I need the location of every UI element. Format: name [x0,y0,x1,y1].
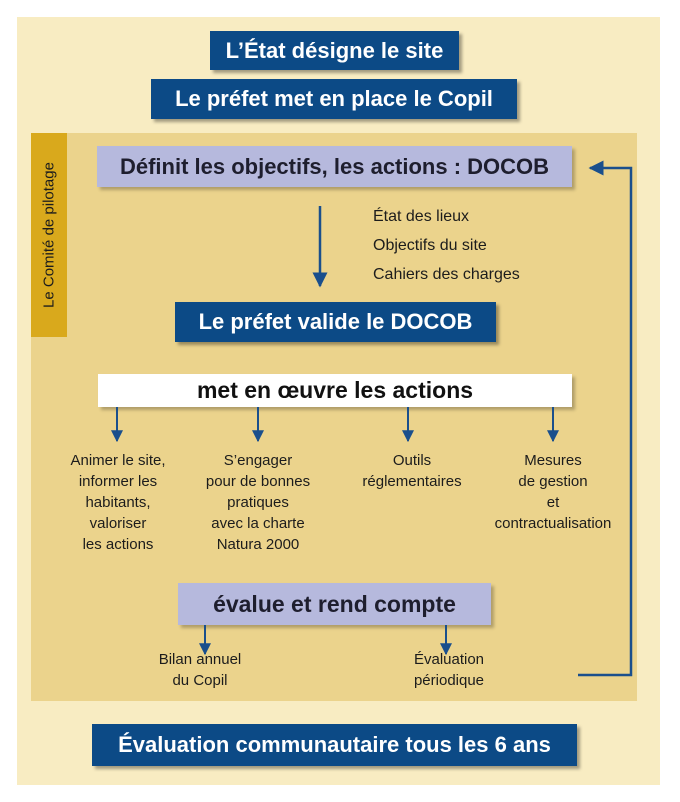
action-animer: Animer le site, informer les habitants, valoriser les actions [70,452,166,553]
arrow-feedback-loop [578,168,631,675]
box-prefet-copil: Le préfet met en place le Copil [151,79,517,119]
docob-item: État des lieux [373,208,470,225]
output-bilan: Bilan annuel du Copil [158,651,242,689]
output-evaluation-periodique: Évaluation périodique [413,651,485,689]
action-mesures: Mesures de gestion et contractualisation [494,452,612,532]
box-definit-docob: Définit les objectifs, les actions : DOCOB [97,146,572,187]
docob-item: Objectifs du site [373,237,487,254]
box-prefet-valide: Le préfet valide le DOCOB [175,302,496,342]
box-evaluation-communautaire: Évaluation communautaire tous les 6 ans [92,724,577,766]
box-evalue: évalue et rend compte [178,583,491,625]
box-met-en-oeuvre: met en œuvre les actions [98,374,572,407]
comite-side-label: Le Comité de pilotage [40,162,58,308]
action-outils: Outils réglementaires [362,452,462,490]
action-engager: S’engager pour de bonnes pratiques avec la charte Natura 2000 [205,452,311,553]
docob-item: Cahiers des charges [373,266,520,283]
box-etat-designe: L’État désigne le site [210,31,459,70]
